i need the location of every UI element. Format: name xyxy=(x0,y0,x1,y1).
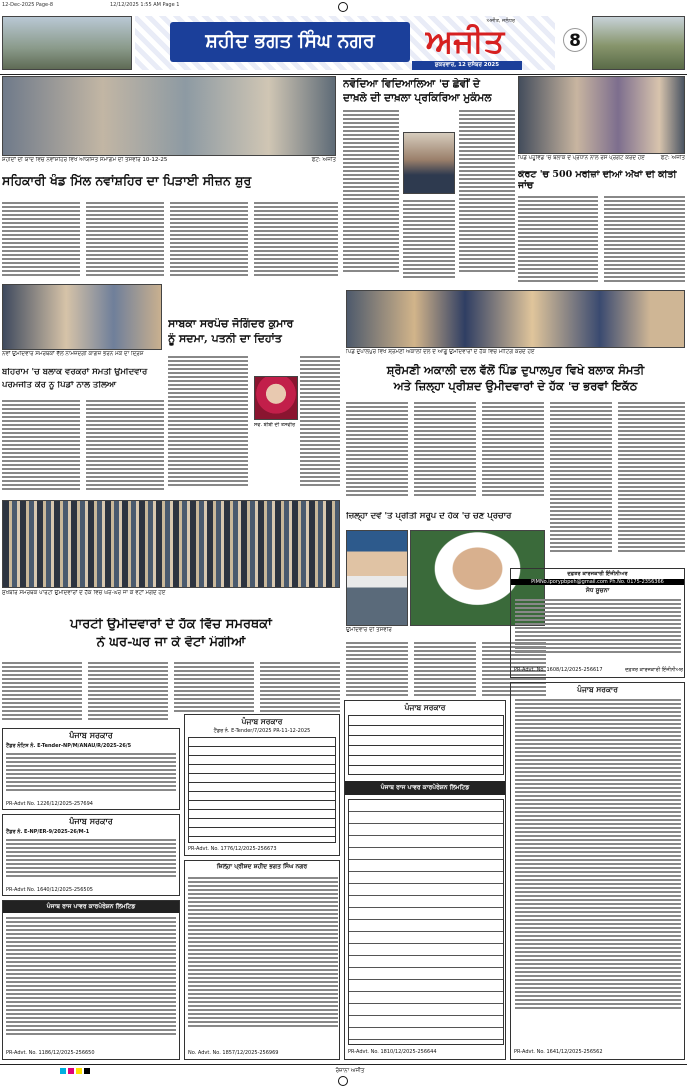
ad-zila-body xyxy=(188,875,338,1047)
ad-power-left-advt: PR-Advt. No. 1186/12/2025-256650 xyxy=(6,1050,95,1056)
print-time: 12/12/2025 1:55 AM Page 1 xyxy=(110,2,180,8)
footer-text: ਰੋਜ਼ਾਨਾ ਅਜੀਤ xyxy=(335,1068,365,1074)
navodaya-col-2 xyxy=(403,198,455,286)
page-number: 8 xyxy=(563,28,587,52)
akali-col-3 xyxy=(482,400,544,500)
ad-notice-email: PIMNo.iporypbpeh@gmail.com Ph.No. 0175-2356366 xyxy=(511,579,684,585)
ad-pspcl xyxy=(344,700,506,1060)
ad-center-advt: PR-Advt. No. 1776/12/2025-256673 xyxy=(188,846,277,852)
ad-right-bottom-advt: PR-Advt. No. 1641/12/2025-256562 xyxy=(514,1049,603,1055)
masthead-paper-name: ਅਜੀਤ xyxy=(425,22,505,60)
nomination-caption: ਨਵਾਂ ਉਮੀਦਵਾਰ ਸਮਰਥਕਾਂ ਵੱਲੋਂ ਨਾਮਜ਼ਦਗੀ ਕਾਗਜ਼ ਭਰਨ ਮੌਕੇ ਦਾ ਦ੍ਰਿਸ਼ xyxy=(2,351,144,357)
ad-notice-body xyxy=(515,597,681,657)
party-headline-2: ਨੇ ਘਰ-ਘਰ ਜਾ ਕੇ ਵੋਟਾਂ ਮੰਗੀਆਂ xyxy=(96,636,246,650)
party-col-2 xyxy=(88,660,168,720)
ad-right-bottom xyxy=(510,682,685,1060)
ad-notice-right-top xyxy=(510,568,685,678)
ad-pspcl-advt: PR-Advt. No. 1810/12/2025-256644 xyxy=(348,1049,437,1055)
registration-mark-icon xyxy=(338,2,348,12)
zila-col-1 xyxy=(346,640,408,698)
akali-caption: ਪਿੰਡ ਦੁਪਾਲਪੁਰ ਵਿਖੇ ਸ਼੍ਰੋਮਣੀ ਅਕਾਲੀ ਦਲ ਦੇ ਆਗੂ ਉਮੀਦਵਾਰਾਂ ਦੇ ਹੱਕ ਵਿਚ ਮੀਟਿੰਗ ਕਰਦੇ ਹੋਏ xyxy=(346,349,535,355)
ad1-title: ਪੰਜਾਬ ਸਰਕਾਰ xyxy=(69,731,113,740)
sugar-mill-col-3 xyxy=(170,200,248,280)
masthead-left-photo xyxy=(2,16,132,70)
sarpanch-headline-2: ਨੂੰ ਸਦਮਾ, ਪਤਨੀ ਦਾ ਦਿਹਾਂਤ xyxy=(168,333,282,345)
footer-rule xyxy=(0,1064,687,1065)
obituary-caption: ਸਵ. ਬੀਬੀ ਦੀ ਤਸਵੀਰ xyxy=(254,422,296,428)
color-bar-cyan-icon xyxy=(60,1068,66,1074)
obituary-photo xyxy=(254,376,298,420)
ad-notice-signatory: ਦਫ਼ਤਰ ਕਾਰਜਕਾਰੀ ਇੰਜੀਨੀਅਰ xyxy=(625,667,683,673)
akali-headline-2: ਅਤੇ ਜ਼ਿਲ੍ਹਾ ਪ੍ਰੀਸ਼ਦ ਉਮੀਦਵਾਰਾਂ ਦੇ ਹੱਕ 'ਚ ਭਰਵਾਂ ਇਕੱਠ xyxy=(393,380,638,393)
ad1-tender: ਟੈਂਡਰ ਨੋਟਿਸ ਨੰ. E-Tender-NP/M/ANAU/R/2025-26/5 xyxy=(6,743,132,749)
ad-center-subtitle: ਟੈਂਡਰ ਨੰ. E-Tender/7/2025 PR-11-12-2025 xyxy=(213,728,311,734)
top-left-caption: ਸ਼ਹੀਦਾਂ ਦੀ ਯਾਦ ਵਿਚ ਨਵਾਂਸ਼ਹਿਰ ਵਿਖੇ ਆਯੋਜਿਤ ਸਮਾਗਮ ਦੀ ਤਸਵੀਰ 10-12-25 xyxy=(2,157,168,163)
protest-photo xyxy=(518,76,685,154)
eye-check-headline: ਕੋਰਟ 'ਚ 500 ਮਰੀਜ਼ਾਂ ਦੀਆਂ ਅੱਖਾਂ ਦੀ ਕੀਤੀ ਜਾਂਚ xyxy=(518,170,677,191)
ad-power-left xyxy=(2,900,180,1060)
ad-notice-title: ਸੋਧ ਸੂਚਨਾ xyxy=(585,587,610,594)
sugar-mill-col-2 xyxy=(86,200,164,280)
ad-right-bottom-header: ਪੰਜਾਬ ਸਰਕਾਰ xyxy=(577,685,618,694)
ad2-tender: ਟੈਂਡਰ ਨੰ. E-NP/ER-9/2025-26/M-1 xyxy=(6,829,90,835)
ad-punjab-govt-1 xyxy=(2,728,180,810)
navodaya-headline-1: ਨਵੋਦਿਆ ਵਿਦਿਆਲਿਆ 'ਚ ਛੇਵੀਂ ਦੇ xyxy=(343,78,480,90)
akali-col-5 xyxy=(618,400,685,560)
zila-headline: ਜ਼ਿਲ੍ਹਾ ਦਵੇਂ 'ਤੇ ਪ੍ਰੀਤੀ ਸਰੂਪ ਦੇ ਹੱਕ 'ਚ ਚੋਣ ਪ੍ਰਚਾਰ xyxy=(346,512,512,521)
behram-headline-1: ਬਹਿਰਾਮ 'ਚ ਬਲਾਕ ਵਰਕਰਾਂ ਸੰਮਤੀ ਉਮੀਦਵਾਰ xyxy=(2,368,148,377)
party-col-1 xyxy=(2,660,82,720)
ad2-body xyxy=(6,837,176,881)
top-right-caption: ਪਿੰਡ ਪਹੂਵਿੰਡ 'ਚ ਬਲਾਕ ਦੇ ਪ੍ਰਧਾਨ ਨਾਲ ਰੋਸ ਪ੍ਰਗਟ ਕਰਦੇ ਹੋਏ xyxy=(518,155,645,161)
behram-col-2 xyxy=(86,398,164,494)
navodaya-col-1 xyxy=(343,108,399,286)
akali-col-1 xyxy=(346,400,408,500)
ad2-title: ਪੰਜਾਬ ਸਰਕਾਰ xyxy=(69,817,113,826)
navodaya-headline-2: ਦਾਖ਼ਲੇ ਦੀ ਦਾਖ਼ਲਾ ਪ੍ਰਕਿਰਿਆ ਮੁਕੰਮਲ xyxy=(343,92,492,104)
ribbon-cutting-photo xyxy=(2,76,336,156)
party-headline-1: ਪਾਰਟੀ ਉਮੀਦਵਾਰਾਂ ਦੇ ਹੱਕ ਵਿੱਚ ਸਮਰਥਕਾਂ xyxy=(70,618,272,632)
masthead xyxy=(0,14,687,72)
masthead-city: ਸ਼ਹੀਦ ਭਗਤ ਸਿੰਘ ਨਗਰ xyxy=(205,30,375,52)
sugar-mill-headline: ਸਹਿਕਾਰੀ ਖੰਡ ਮਿੱਲ ਨਵਾਂਸ਼ਹਿਰ ਦਾ ਪਿੜਾਈ ਸੀਜ਼ਨ ਸ਼ੁਰੂ xyxy=(2,174,252,188)
headmaster-photo xyxy=(403,132,455,194)
sarpanch-col-2 xyxy=(300,354,340,494)
ad-center-title: ਪੰਜਾਬ ਸਰਕਾਰ xyxy=(241,717,283,726)
registration-mark-bottom-icon xyxy=(338,1076,348,1086)
ad-power-left-body xyxy=(6,915,176,1049)
eye-check-col-2 xyxy=(604,194,685,286)
akali-meeting-photo xyxy=(346,290,685,348)
akali-col-4 xyxy=(550,400,612,560)
nomination-photo xyxy=(2,284,162,350)
sugar-mill-col-4 xyxy=(254,200,338,280)
ad-punjab-govt-2 xyxy=(2,814,180,896)
sarpanch-headline-1: ਸਾਬਕਾ ਸਰਪੰਚ ਜੋਗਿੰਦਰ ਕੁਮਾਰ xyxy=(168,318,294,330)
party-col-4 xyxy=(260,660,340,714)
ad-zila-advt: No. Advt. No. 1857/12/2025-256969 xyxy=(188,1050,279,1056)
ad-center-tender xyxy=(184,714,340,856)
party-col-3 xyxy=(174,660,254,714)
color-bar-yellow-icon xyxy=(76,1068,82,1074)
masthead-right-photo xyxy=(592,16,685,70)
crowd-caption: ਸੁਖਬੀਰ ਸਮਰਥਕ ਪਾਰਟੀ ਉਮੀਦਵਾਰਾਂ ਦੇ ਹੱਕ ਵਿਚ ਘਰ-ਘਰ ਜਾ ਕੇ ਵੋਟਾਂ ਮੰਗਦੇ ਹੋਏ xyxy=(2,590,166,596)
ad-pspcl-info-table xyxy=(348,715,504,775)
behram-headline-2: ਪਰਮਜੀਤ ਕੌਰ ਨੂੰ ਪਿੰਡਾਂ ਨਾਲ ਤੋਲਿਆ xyxy=(2,381,117,390)
ad-zila-title: ਜ਼ਿਲ੍ਹਾ ਪ੍ਰੀਸ਼ਦ ਸ਼ਹੀਦ ਭਗਤ ਸਿੰਘ ਨਗਰ xyxy=(216,863,308,870)
ad-pspcl-title: ਪੰਜਾਬ ਸਰਕਾਰ xyxy=(404,703,446,712)
ad1-body xyxy=(6,751,176,795)
ad-pspcl-tender-table xyxy=(348,799,504,1045)
color-bar-black-icon xyxy=(84,1068,90,1074)
ad-notice-header: ਦਫ਼ਤਰ ਕਾਰਜਕਾਰੀ ਇੰਜੀਨੀਅਰ xyxy=(567,571,628,577)
ad-power-left-title: ਪੰਜਾਬ ਰਾਜ ਪਾਵਰ ਕਾਰਪੋਰੇਸ਼ਨ ਲਿਮਟਿਡ xyxy=(3,901,179,913)
print-slug: 12-Dec-2025 Page-8 xyxy=(2,2,54,8)
masthead-edition: ਅਜੀਤ, ਜਲੰਧਰ xyxy=(486,18,515,24)
top-left-credit: ਫੋਟੋ: ਅਜੀਤ xyxy=(311,157,336,163)
behram-col-1 xyxy=(2,398,80,494)
ad2-advt: PR-Advt No. 1640/12/2025-256505 xyxy=(6,887,93,893)
zila-col-2 xyxy=(414,640,476,698)
akali-headline-1: ਸ਼੍ਰੋਮਣੀ ਅਕਾਲੀ ਦਲ ਵੱਲੋਂ ਪਿੰਡ ਦੁਪਾਲਪੁਰ ਵਿਖੇ ਬਲਾਕ ਸੰਮਤੀ xyxy=(386,364,645,377)
top-right-credit: ਫੋਟੋ: ਅਜੀਤ xyxy=(660,155,685,161)
sugar-mill-col-1 xyxy=(2,200,80,280)
ad-center-table xyxy=(188,737,336,843)
ad-right-bottom-body xyxy=(515,697,681,1045)
ad-notice-advt: PR-Advt. No. 1608/12/2025-256617 xyxy=(514,667,603,673)
candidates-caption: ਉਮੀਦਵਾਰ ਦੀ ਤਸਵੀਰ xyxy=(346,627,392,633)
akali-col-2 xyxy=(414,400,476,500)
crowd-photo xyxy=(2,500,340,588)
ad-pspcl-subtitle: ਪੰਜਾਬ ਰਾਜ ਪਾਵਰ ਕਾਰਪੋਰੇਸ਼ਨ ਲਿਮਟਿਡ xyxy=(345,781,505,795)
masthead-date: ਸ਼ੁਕਰਵਾਰ, 12 ਦਸੰਬਰ 2025 xyxy=(412,61,522,70)
ad1-advt: PR-Advt No. 1226/12/2025-257694 xyxy=(6,801,93,807)
color-bar-magenta-icon xyxy=(68,1068,74,1074)
sarpanch-col-1 xyxy=(168,354,248,494)
candidate-photo-1 xyxy=(346,530,408,626)
navodaya-col-3 xyxy=(459,108,515,286)
masthead-rule xyxy=(0,74,687,75)
eye-check-col-1 xyxy=(518,194,598,286)
ad-center-zila xyxy=(184,860,340,1060)
